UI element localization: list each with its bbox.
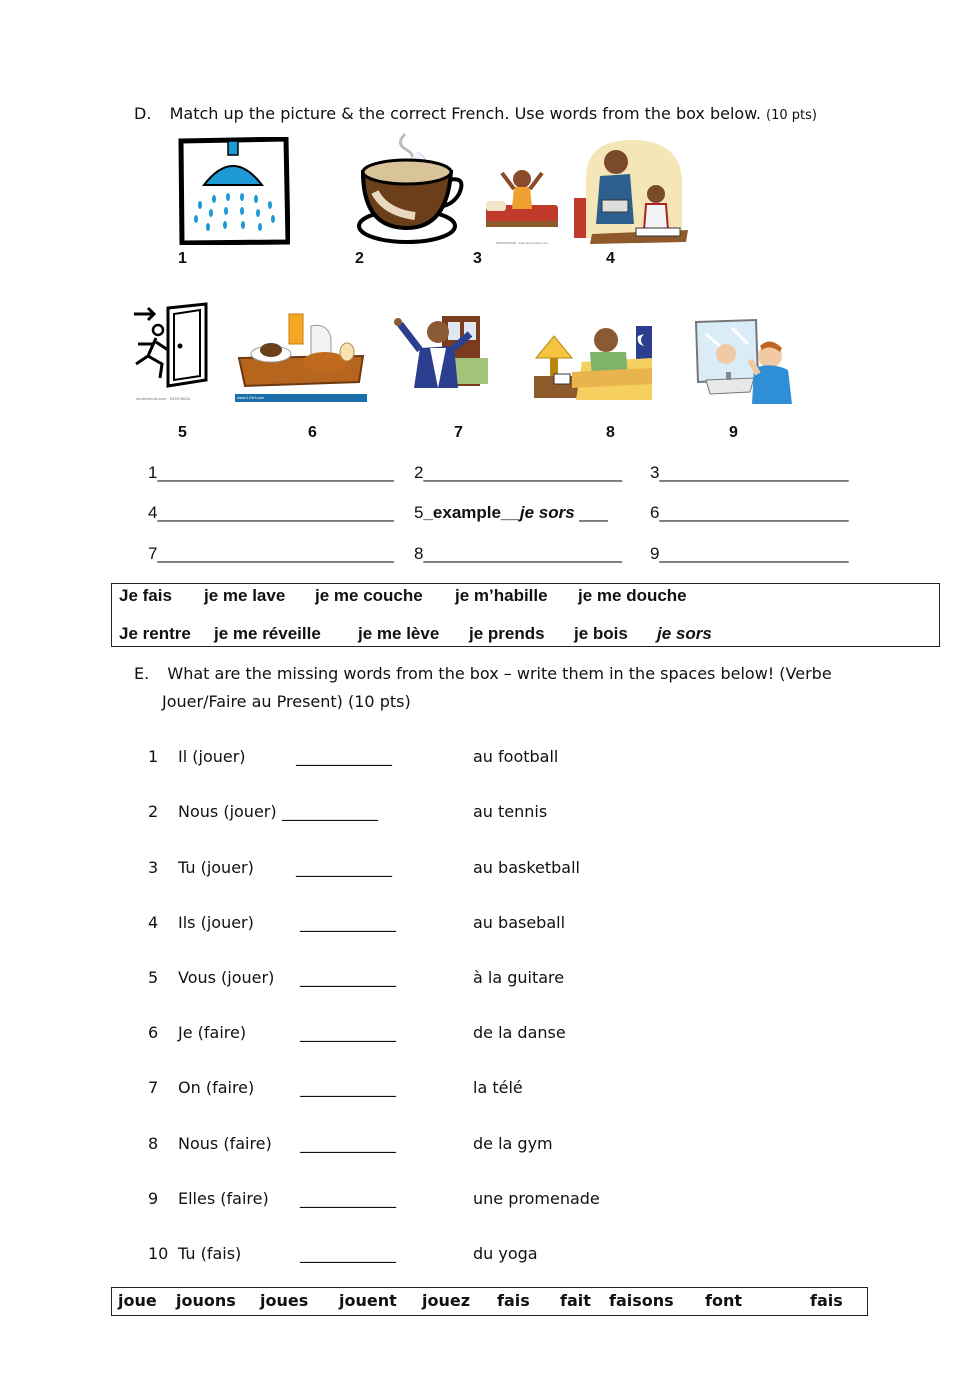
answer-number: 5 bbox=[414, 503, 424, 522]
word-box-item: fait bbox=[560, 1291, 591, 1310]
section-d-letter: D. bbox=[134, 104, 152, 123]
picture-4 bbox=[572, 138, 690, 246]
picture-2 bbox=[355, 132, 465, 244]
picture-7 bbox=[390, 308, 490, 404]
picture-6-number: 6 bbox=[308, 424, 317, 441]
section-e-heading-line2 bbox=[162, 692, 411, 711]
exercise-number: 2 bbox=[148, 802, 159, 821]
section-d-points: (10 pts) bbox=[766, 108, 817, 123]
answer-blank: ____________________ bbox=[659, 503, 849, 522]
washing-face-icon bbox=[692, 318, 796, 406]
picture-7-number: 7 bbox=[454, 424, 463, 441]
answer-line-9[interactable] bbox=[650, 544, 849, 564]
exercise-number: 5 bbox=[148, 968, 159, 987]
answer-blank: _____________________ bbox=[423, 463, 623, 482]
example-answer: je sors bbox=[519, 503, 575, 522]
exercise-subject: Il (jouer) bbox=[178, 747, 246, 766]
exercise-number: 10 bbox=[148, 1244, 169, 1263]
exercise-number: 7 bbox=[148, 1078, 159, 1097]
answer-line-8[interactable] bbox=[414, 544, 622, 564]
waking-up-icon bbox=[484, 165, 560, 249]
answer-number: 3 bbox=[650, 463, 660, 482]
coffee-cup-icon bbox=[355, 132, 465, 244]
picture-9-number: 9 bbox=[729, 424, 738, 441]
picture-5 bbox=[126, 300, 212, 404]
exercise-number: 8 bbox=[148, 1134, 159, 1153]
man-dressing-icon bbox=[390, 308, 490, 392]
section-e-points: (10 pts) bbox=[348, 692, 411, 711]
exercise-complement: une promenade bbox=[473, 1189, 600, 1208]
exit-running-icon bbox=[126, 300, 212, 394]
exercise-subject: Tu (fais) bbox=[178, 1244, 242, 1263]
answer-number: 8 bbox=[414, 544, 424, 563]
word-box-item: fais bbox=[810, 1291, 843, 1310]
section-d-heading bbox=[134, 104, 817, 123]
word-box-item: fais bbox=[497, 1291, 530, 1310]
picture-3-number: 3 bbox=[473, 250, 482, 267]
picture-8-number: 8 bbox=[606, 424, 615, 441]
exercise-blank[interactable]: ____________ bbox=[300, 968, 396, 987]
exercise-blank[interactable]: ____________ bbox=[300, 1134, 396, 1153]
exercise-complement: au football bbox=[473, 747, 559, 766]
word-box-item: joue bbox=[118, 1291, 157, 1310]
answer-number: 1 bbox=[148, 463, 158, 482]
exercise-complement: de la danse bbox=[473, 1023, 566, 1042]
answer-line-1[interactable] bbox=[148, 463, 394, 483]
exercise-complement: au basketball bbox=[473, 858, 580, 877]
picture-5-number: 5 bbox=[178, 424, 187, 441]
exercise-complement: au tennis bbox=[473, 802, 548, 821]
word-box-item: jouez bbox=[422, 1291, 471, 1310]
answer-line-3[interactable] bbox=[650, 463, 849, 483]
answer-line-7[interactable] bbox=[148, 544, 394, 564]
word-box-item: je me réveille bbox=[214, 624, 321, 643]
exercise-number: 6 bbox=[148, 1023, 159, 1042]
section-d-title: Match up the picture & the correct French. Use words from the box below. bbox=[169, 104, 761, 123]
word-box-item: jouent bbox=[339, 1291, 397, 1310]
exercise-subject: Tu (jouer) bbox=[178, 858, 254, 877]
exercise-complement: de la gym bbox=[473, 1134, 553, 1153]
word-box-item: Je fais bbox=[119, 586, 172, 605]
breakfast-tray-icon bbox=[235, 308, 367, 396]
picture-3 bbox=[484, 165, 560, 249]
picture-8 bbox=[532, 322, 654, 402]
picture-9 bbox=[692, 318, 796, 406]
answer-blank: _________________________ bbox=[157, 463, 394, 482]
exercise-subject: Elles (faire) bbox=[178, 1189, 269, 1208]
example-label: _example__ bbox=[423, 503, 520, 522]
exercise-complement: la télé bbox=[473, 1078, 523, 1097]
word-box-item: faisons bbox=[609, 1291, 674, 1310]
answer-number: 9 bbox=[650, 544, 660, 563]
answer-number: 2 bbox=[414, 463, 424, 482]
shower-icon bbox=[178, 137, 290, 245]
exercise-blank[interactable]: ____________ bbox=[300, 1078, 396, 1097]
picture-5-credit: shutterstock.com · 251678628 bbox=[136, 396, 190, 401]
answer-number: 4 bbox=[148, 503, 158, 522]
exercise-blank[interactable]: ____________ bbox=[300, 913, 396, 932]
word-box-item: je me lève bbox=[358, 624, 440, 643]
exercise-number: 3 bbox=[148, 858, 159, 877]
going-to-bed-icon bbox=[532, 322, 654, 402]
picture-2-number: 2 bbox=[355, 250, 364, 267]
word-box-item: je sors bbox=[657, 624, 712, 643]
exercise-subject: Je (faire) bbox=[178, 1023, 247, 1042]
exercise-subject: Nous (jouer) bbox=[178, 802, 277, 821]
picture-3-credit: DREAMSTIME · www.dreamstime.com bbox=[496, 241, 549, 245]
word-box-item: joues bbox=[260, 1291, 309, 1310]
word-box-item: Je rentre bbox=[119, 624, 191, 643]
answer-line-6[interactable] bbox=[650, 503, 849, 523]
picture-6 bbox=[235, 308, 367, 404]
answer-blank: ____________________ bbox=[659, 544, 849, 563]
answer-line-5-example bbox=[414, 503, 608, 523]
exercise-complement: au baseball bbox=[473, 913, 566, 932]
section-e-title-2: Jouer/Faire au Present) bbox=[162, 692, 343, 711]
answer-number: 7 bbox=[148, 544, 158, 563]
exercise-blank[interactable]: ____________ bbox=[300, 1189, 396, 1208]
word-box-item: je me douche bbox=[578, 586, 687, 605]
word-box-item: je m’habille bbox=[455, 586, 548, 605]
exercise-complement: du yoga bbox=[473, 1244, 538, 1263]
word-box-item: je bois bbox=[574, 624, 628, 643]
section-e-title-1: What are the missing words from the box – write them in the spaces below! (Verbe bbox=[167, 664, 832, 683]
answer-blank: _________________________ bbox=[157, 544, 394, 563]
exercise-subject: Ils (jouer) bbox=[178, 913, 254, 932]
exercise-subject: Nous (faire) bbox=[178, 1134, 272, 1153]
father-daughter-breakfast-icon bbox=[572, 138, 690, 246]
picture-1-number: 1 bbox=[178, 250, 187, 267]
answer-number: 6 bbox=[650, 503, 660, 522]
picture-6-credit: www.123rf.com bbox=[237, 395, 265, 400]
word-box-item: jouons bbox=[176, 1291, 236, 1310]
picture-4-number: 4 bbox=[606, 250, 615, 267]
exercise-blank[interactable]: ____________ bbox=[296, 747, 392, 766]
word-box-item: je me lave bbox=[204, 586, 286, 605]
exercise-complement: à la guitare bbox=[473, 968, 565, 987]
word-box-item: je prends bbox=[469, 624, 545, 643]
answer-line-2[interactable] bbox=[414, 463, 622, 483]
exercise-subject: Vous (jouer) bbox=[178, 968, 275, 987]
exercise-blank[interactable]: ____________ bbox=[296, 858, 392, 877]
picture-1 bbox=[178, 137, 290, 245]
answer-blank: ____________________ bbox=[659, 463, 849, 482]
section-e-letter: E. bbox=[134, 664, 150, 683]
exercise-number: 4 bbox=[148, 913, 159, 932]
exercise-number: 1 bbox=[148, 747, 159, 766]
answer-blank: _____________________ bbox=[423, 544, 623, 563]
answer-blank: ___ bbox=[574, 503, 608, 522]
exercise-blank[interactable]: ____________ bbox=[282, 802, 378, 821]
answer-blank: _________________________ bbox=[157, 503, 394, 522]
exercise-blank[interactable]: ____________ bbox=[300, 1023, 396, 1042]
picture-6-caption-bar bbox=[235, 394, 367, 402]
exercise-number: 9 bbox=[148, 1189, 159, 1208]
exercise-blank[interactable]: ____________ bbox=[300, 1244, 396, 1263]
exercise-subject: On (faire) bbox=[178, 1078, 255, 1097]
section-e-heading-line1 bbox=[134, 664, 832, 683]
word-box-item: je me couche bbox=[315, 586, 423, 605]
answer-line-4[interactable] bbox=[148, 503, 394, 523]
word-box-item: font bbox=[705, 1291, 742, 1310]
